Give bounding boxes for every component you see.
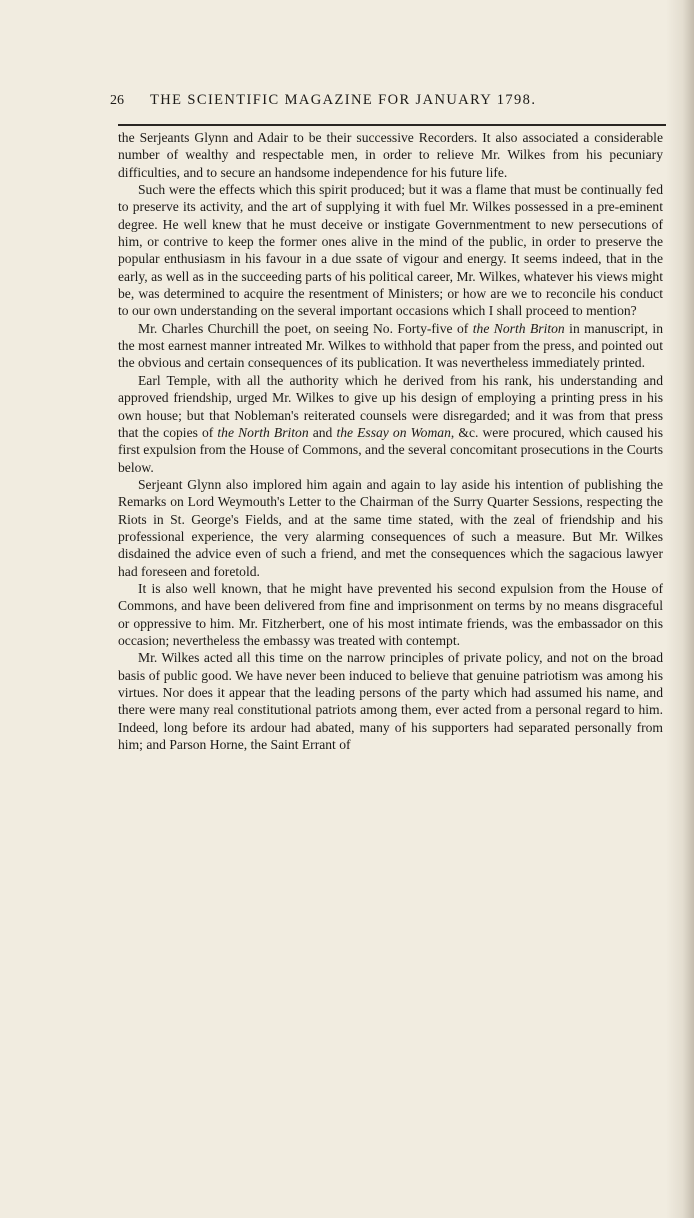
paragraph-3: Mr. Charles Churchill the poet, on seeing No. Forty-five of the North Briton in manuscript, in the most earnest manner intreated Mr. Wilkes to withhold that paper from the press, and pointed out the obvious and certain consequences of its publication. It was nevertheless immediately printed. xyxy=(118,320,663,371)
page-header xyxy=(110,92,670,109)
paragraph-4: Earl Temple, with all the authority which he derived from his rank, his understanding and approved friendship, urged Mr. Wilkes to give up his design of employing a printing press in his own house; but that Nobleman's reiterated counsels were disregarded; and it was from that press that the copies of the North Briton and the Essay on Woman, &c. were procured, which caused his first expulsion from the House of Commons, and the several concomitant prosecutions in the Courts below. xyxy=(118,372,663,475)
paragraph-2: Such were the effects which this spirit produced; but it was a flame that must be continually fed to preserve its activity, and the art of supplying it with fuel Mr. Wilkes possessed in a pre-eminent degree. He well knew that he must deceive or instigate Governmentment to new persecutions of him, or contrive to keep the former ones alive in the mind of the public, in order to preserve the popular enthusiasm in his favour in a due ssate of vigour and energy. It seems indeed, that in the early, as well as in the succeeding parts of his political career, Mr. Wilkes, whatever his views might be, was determined to acquire the resentment of Ministers; or how are we to reconcile his conduct to our own understanding on the several important occasions which I shall proceed to mention? xyxy=(118,182,663,319)
paragraph-1: the Serjeants Glynn and Adair to be their successive Recorders. It also associated a considerable number of wealthy and respectable men, in order to relieve Mr. Wilkes from his pecuniary difficulties, and to secure an handsome independence for his future life. xyxy=(118,130,663,180)
header-rule xyxy=(118,124,666,126)
paragraph-5: Serjeant Glynn also implored him again and again to lay aside his intention of publishing the Remarks on Lord Weymouth's Letter to the Chairman of the Surry Quarter Sessions, respecting the Riots in St. George's Fields, and at the same time stated, with the zeal of friendship and his professional experience, the very alarming consequences of such a measure. But Mr. Wilkes disdained the advice even of such a friend, and met the consequences which the sagacious lawyer had foreseen and foretold. xyxy=(118,476,663,579)
paragraph-6: It is also well known, that he might have prevented his second expulsion from the House of Commons, and have been delivered from fine and imprisonment on terms by no means disgraceful or oppressive to him. Mr. Fitzherbert, one of his most intimate friends, was the embassador on this occasion; nevertheless the embassy was treated with contempt. xyxy=(118,580,663,648)
paragraph-7: Mr. Wilkes acted all this time on the narrow principles of private policy, and not on the broad basis of public good. We have never been induced to believe that genuine patriotism was among his virtues. Nor does it appear that the leading persons of the party which had assumed his name, and there were many real constitutional patriots among them, ever acted from a personal regard to him. Indeed, long before its ardour had abated, many of his supporters had separated personally from him; and Parson Horne, the Saint Errant of xyxy=(118,650,663,753)
page-edge-shadow xyxy=(666,0,694,1218)
article-body xyxy=(118,129,663,753)
page-number: 26 xyxy=(110,93,124,108)
running-head: THE SCIENTIFIC MAGAZINE FOR JANUARY 1798. xyxy=(150,92,537,108)
